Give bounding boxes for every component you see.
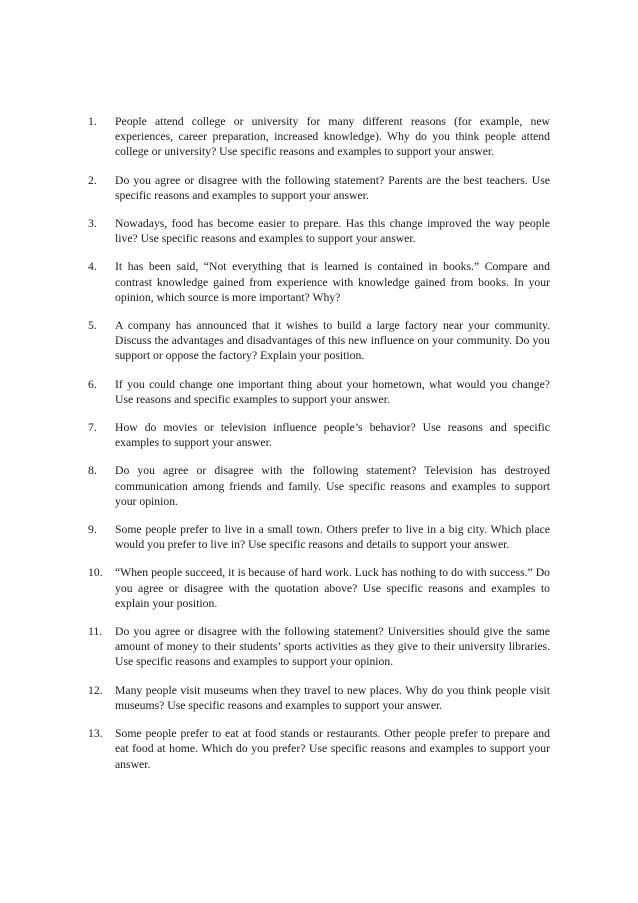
question-number: 9. — [88, 523, 97, 537]
question-number: 13. — [88, 727, 103, 741]
question-text: Some people prefer to live in a small town. Others prefer to live in a big city. Which place would you prefer to live in? Use specific reasons and details to support your answer. — [115, 523, 550, 552]
question-item-7 — [88, 420, 550, 450]
question-number: 3. — [88, 217, 97, 231]
question-text: Many people visit museums when they travel to new places. Why do you think people visit museums? Use specific reasons and examples to support your answer. — [115, 683, 550, 712]
question-number: 12. — [88, 683, 103, 697]
question-text: Do you agree or disagree with the following statement? Television has destroyed communication among friends and family. Use specific reasons and examples to support your opinion. — [115, 464, 550, 508]
question-list — [88, 114, 550, 785]
question-text: A company has announced that it wishes to build a large factory near your community. Discuss the advantages and disadvantages of this new influence on your community. Do you support or oppose the factory? Explain your position. — [115, 319, 550, 363]
question-item-6 — [88, 377, 550, 407]
question-number: 1. — [88, 115, 97, 128]
question-item-4 — [88, 259, 550, 305]
question-text: How do movies or television influence people’s behavior? Use reasons and specific examples to support your answer. — [115, 421, 550, 450]
question-text: Do you agree or disagree with the following statement? Universities should give the same amount of money to their students’ sports activities as they give to their university libraries. Use specific reasons and examples to support your opinion. — [115, 625, 550, 669]
question-text: It has been said, “Not everything that is learned is contained in books.” Compare and contrast knowledge gained from experience with knowledge gained from books. In your opinion, which source is more important? Why? — [115, 260, 550, 304]
question-number: 4. — [88, 260, 97, 274]
question-number: 10. — [88, 566, 103, 580]
question-item-9 — [88, 522, 550, 552]
question-item-10 — [88, 565, 550, 611]
question-text: People attend college or university for many different reasons (for example, new experiences, career preparation, increased knowledge). Why do you think people attend college or university? Use specific reasons and examples to support your answer. — [115, 115, 550, 159]
question-item-11 — [88, 624, 550, 670]
question-number: 6. — [88, 377, 97, 391]
question-text: If you could change one important thing about your hometown, what would you change? Use reasons and specific examples to support your answer. — [115, 377, 550, 406]
question-number: 7. — [88, 421, 97, 435]
question-text: Some people prefer to eat at food stands or restaurants. Other people prefer to prepare and eat food at home. Which do you prefer? Use specific reasons and examples to support your answer. — [115, 727, 550, 771]
question-text: Nowadays, food has become easier to prepare. Has this change improved the way people live? Use specific reasons and examples to support your answer. — [115, 217, 550, 246]
question-item-5 — [88, 318, 550, 364]
question-number: 2. — [88, 173, 97, 187]
question-item-13 — [88, 726, 550, 772]
question-text: Do you agree or disagree with the following statement? Parents are the best teachers. Use specific reasons and examples to support your answer. — [115, 173, 550, 202]
question-text: “When people succeed, it is because of hard work. Luck has nothing to do with success.” Do you agree or disagree with the quotation above? Use specific reasons and examples to explain your position. — [115, 566, 550, 610]
question-number: 11. — [88, 625, 103, 639]
question-number: 5. — [88, 319, 97, 333]
question-item-1 — [88, 114, 550, 160]
question-number: 8. — [88, 464, 97, 478]
question-item-12 — [88, 683, 550, 713]
question-item-3 — [88, 216, 550, 246]
question-item-8 — [88, 463, 550, 509]
question-item-2 — [88, 173, 550, 203]
